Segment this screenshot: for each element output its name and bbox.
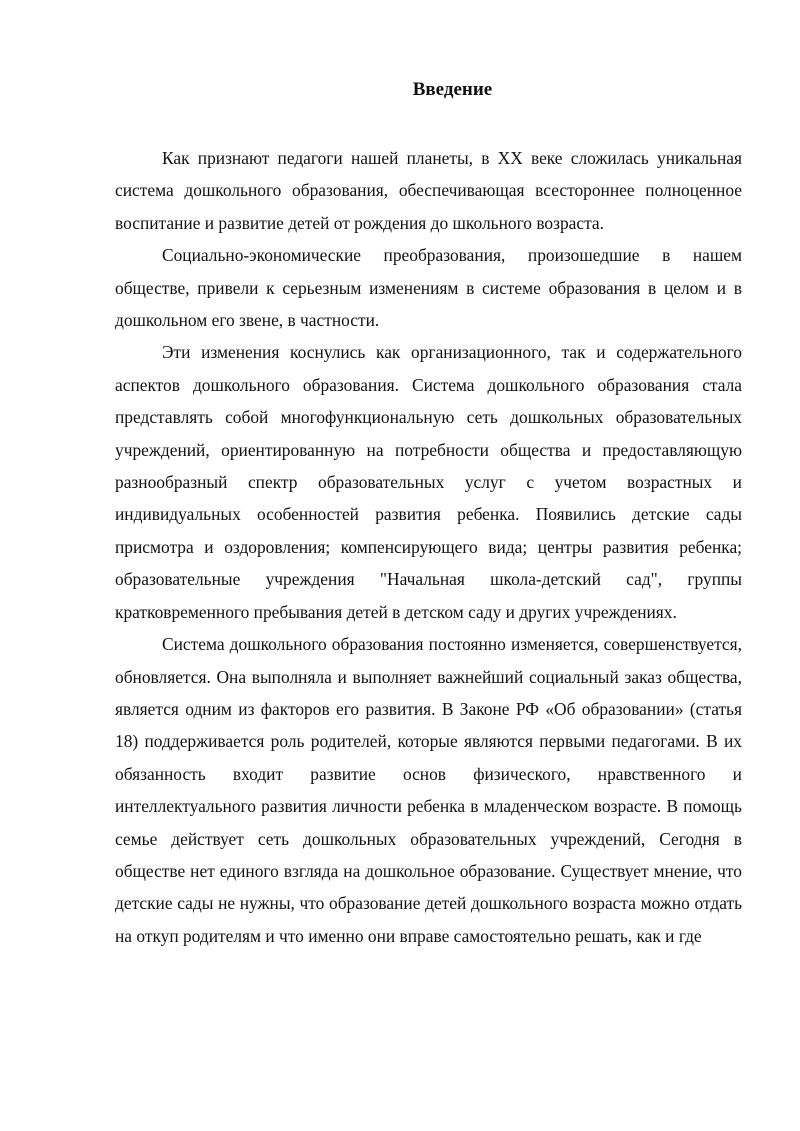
body-text xyxy=(115,142,742,952)
paragraph-1: Как признают педагоги нашей планеты, в XX веке сложилась уникальная система дошкольного образования, обеспечивающая всестороннее полноценное воспитание и развитие детей от рождения до школьного возраста. xyxy=(115,148,742,233)
paragraph-2: Социально-экономические преобразования, произошедшие в нашем обществе, привели к серьезным изменениям в системе образования в целом и в дошкольном его звене, в частности. xyxy=(115,245,742,331)
paragraph-3: Эти изменения коснулись как организационного, так и содержательного аспектов дошкольного образования. Система дошкольного образования стала представлять собой многофункциональную сеть дошкольных образовательных учреждений, ориентированную на потребности общества и предоставляющую разнообразный спектр образовательных услуг с учетом возрастных и индивидуальных особенностей развития ребенка. Появились детские сады присмотра и оздоровления; компенсирующего вида; центры развития ребенка; образовательные учреждения "Начальная школа-детский сад", группы кратковременного пребывания детей в детском саду и других учреждениях. xyxy=(115,342,742,622)
page-title: Введение xyxy=(412,79,493,100)
paragraph-4: Система дошкольного образования постоянно изменяется, совершенствуется, обновляется. Она выполняла и выполняет важнейший социальный заказ общества, является одним из факторов его развития. В Законе РФ «Об образовании» (статья 18) поддерживается роль родителей, которые являются первыми педагогами. В их обязанность входит развитие основ физического, нравственного и интеллектуального развития личности ребенка в младенческом возрасте. В помощь семье действует сеть дошкольных образовательных учреждений, Сегодня в обществе нет единого взгляда на дошкольное образование. Существует мнение, что детские сады не нужны, что образование детей дошкольного возраста можно отдать на откуп родителям и что именно они вправе самостоятельно решать, как и где xyxy=(115,634,742,946)
